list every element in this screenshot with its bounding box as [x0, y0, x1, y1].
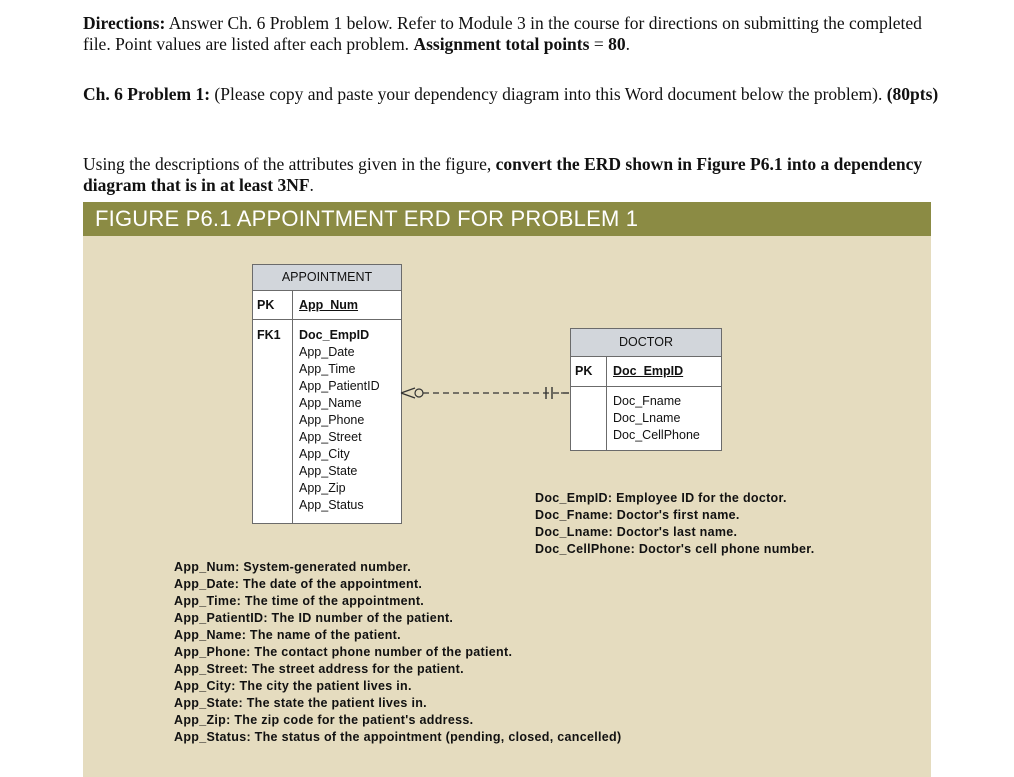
instruction-paragraph [83, 154, 943, 196]
doctor-desc-line: Doc_EmpID: Employee ID for the doctor. [535, 491, 787, 505]
appointment-desc-line: App_Time: The time of the appointment. [174, 594, 425, 608]
crows-foot-upper [401, 388, 415, 393]
attr-app-patientid: App_PatientID [299, 379, 380, 393]
attr-app-date: App_Date [299, 345, 355, 359]
appointment-descriptions [174, 559, 621, 746]
figure-title: FIGURE P6.1 APPOINTMENT ERD FOR PROBLEM 1 [83, 202, 931, 236]
appointment-desc-line: App_Street: The street address for the patient. [174, 662, 464, 676]
doctor-pk-label: PK [571, 357, 607, 386]
appointment-desc-line: App_Phone: The contact phone number of the patient. [174, 645, 513, 659]
doctor-desc-line: Doc_CellPhone: Doctor's cell phone number. [535, 542, 815, 556]
appointment-desc-line: App_Name: The name of the patient. [174, 628, 401, 642]
attr-doc-cellphone: Doc_CellPhone [613, 428, 700, 442]
optional-circle [415, 389, 423, 397]
doctor-desc-line: Doc_Fname: Doctor's first name. [535, 508, 740, 522]
total-points-value: 80 [608, 34, 626, 54]
doctor-descriptions [535, 490, 815, 558]
attr-doc-lname: Doc_Lname [613, 411, 681, 425]
attr-app-street: App_Street [299, 430, 362, 444]
problem-text: (Please copy and paste your dependency diagram into this Word document below the problem). [210, 84, 887, 104]
appointment-fk-label: FK1 [253, 320, 293, 523]
doctor-desc-line: Doc_Lname: Doctor's last name. [535, 525, 738, 539]
figure-p6-1 [83, 202, 931, 777]
attr-app-city: App_City [299, 447, 350, 461]
directions-label: Directions: [83, 13, 166, 33]
problem-points: (80pts) [886, 84, 939, 104]
problem-paragraph [83, 84, 943, 105]
appointment-desc-line: App_Zip: The zip code for the patient's address. [174, 713, 474, 727]
directions-end: . [625, 34, 630, 54]
attr-app-name: App_Name [299, 396, 362, 410]
attr-doc-empid: Doc_EmpID [299, 328, 370, 342]
directions-paragraph [83, 13, 943, 55]
doctor-pk-attr: Doc_EmpID [613, 364, 684, 378]
appointment-desc-line: App_PatientID: The ID number of the patient. [174, 611, 454, 625]
appointment-entity-title: APPOINTMENT [253, 265, 401, 291]
appointment-desc-line: App_City: The city the patient lives in. [174, 679, 412, 693]
total-points-label: Assignment total points [413, 34, 590, 54]
problem-label: Ch. 6 Problem 1: [83, 84, 211, 104]
attr-app-state: App_State [299, 464, 358, 478]
instruction-bold-text: convert the ERD shown in Figure P6.1 into a dependency diagram that is in at least 3NF [83, 154, 923, 195]
attr-app-time: App_Time [299, 362, 356, 376]
appointment-pk-attr: App_Num [299, 298, 359, 312]
equals-sign: = [589, 34, 609, 54]
instruction-end: . [309, 175, 314, 195]
appointment-desc-line: App_State: The state the patient lives in. [174, 696, 427, 710]
attr-doc-fname: Doc_Fname [613, 394, 682, 408]
directions-text: Answer Ch. 6 Problem 1 below. Refer to Module 3 in the course for directions on submitting the completed file. Point values are listed after each problem. [83, 13, 922, 54]
appointment-desc-line: App_Num: System-generated number. [174, 560, 412, 574]
appointment-pk-label: PK [253, 291, 293, 319]
crows-foot-lower [401, 393, 415, 398]
doctor-entity-title: DOCTOR [571, 329, 721, 357]
instruction-text: Using the descriptions of the attributes given in the figure, [83, 154, 496, 174]
attr-app-zip: App_Zip [299, 481, 346, 495]
appointment-desc-line: App_Date: The date of the appointment. [174, 577, 423, 591]
attr-app-status: App_Status [299, 498, 364, 512]
attr-app-phone: App_Phone [299, 413, 365, 427]
appointment-desc-line: App_Status: The status of the appointment (pending, closed, cancelled) [174, 730, 622, 744]
